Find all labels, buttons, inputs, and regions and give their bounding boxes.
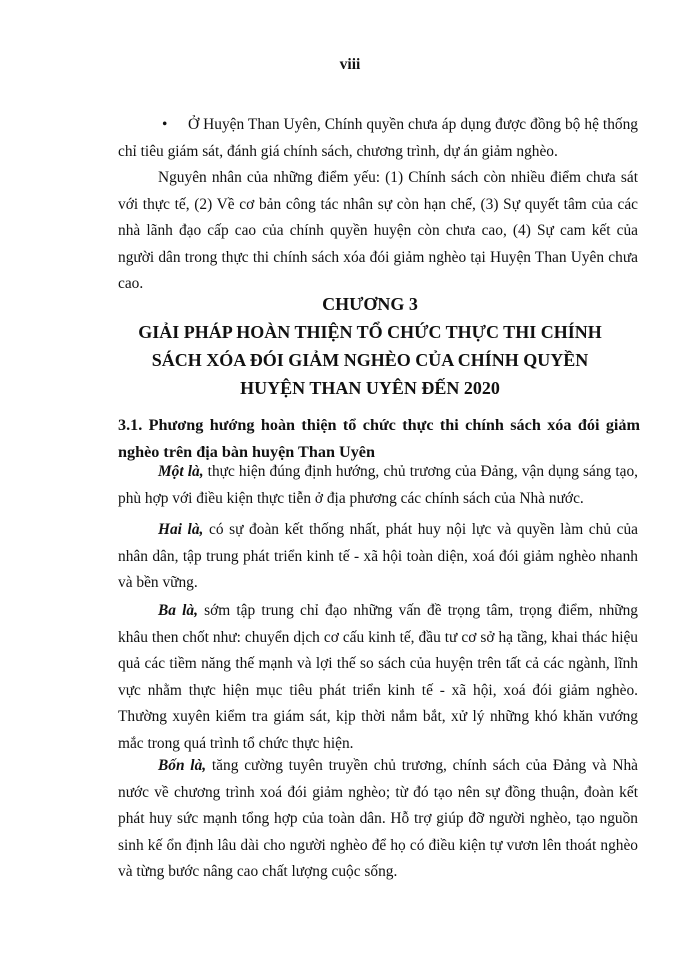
paragraph-2-text: có sự đoàn kết thống nhất, phát huy nội lực và quyền làm chủ của nhân dân, tập trung phát triển kinh tế - xã hội toàn diện, xoá đói giảm nghèo nhanh và bền vững. [118,521,638,591]
paragraph-3 [118,598,638,757]
cause-paragraph: Nguyên nhân của những điểm yếu: (1) Chính sách còn nhiều điểm chưa sát với thực tế, (2) Về cơ bản công tác nhân sự còn hạn chế, (3) Sự quyết tâm của các nhà lãnh đạo cấp cao của chính quyền huyện còn chưa cao, (4) Sự cam kết của người dân trong thực thi chính sách xóa đói giảm nghèo tại Huyện Than Uyên chưa cao. [118,169,638,292]
bullet-dot-icon: • [162,116,168,133]
paragraph-1-text: thực hiện đúng định hướng, chủ trương của Đảng, vận dụng sáng tạo, phù hợp với điều kiện thực tiễn ở địa phương các chính sách của Nhà nước. [118,463,638,507]
paragraph-1 [118,459,638,512]
chapter-title-line-3: HUYỆN THAN UYÊN ĐẾN 2020 [240,378,500,398]
bullet-text: Ở Huyện Than Uyên, Chính quyền chưa áp dụng được đồng bộ hệ thống chỉ tiêu giám sát, đánh giá chính sách, chương trình, dự án giảm nghèo. [118,116,638,160]
chapter-number: CHƯƠNG 3 [322,294,418,314]
chapter-title-line-2: SÁCH XÓA ĐÓI GIẢM NGHÈO CỦA CHÍNH QUYỀN [151,350,589,370]
paragraph-2 [118,517,638,597]
chapter-title-line-1: GIẢI PHÁP HOÀN THIỆN TỔ CHỨC THỰC THI CHÍNH [138,322,602,342]
paragraph-4 [118,753,638,886]
page-number: viii [339,56,361,73]
paragraph-3-lead: Ba là, [158,602,198,619]
paragraph-3-text: sớm tập trung chỉ đạo những vấn đề trọng tâm, trọng điểm, những khâu then chốt như: chuyển dịch cơ cấu kinh tế, đầu tư cơ sở hạ tầng, khai thác hiệu quả các tiềm năng thế mạnh và lợi thế so sách của huyện trên tất cả các ngành, lĩnh vực nhằm thực hiện mục tiêu phát triển kinh tế - xã hội, xoá đói giảm nghèo. Thường xuyên kiểm tra giám sát, kịp thời nắm bắt, xử lý những khó khăn vướng mắc trong quá trình tổ chức thực hiện. [118,602,638,752]
paragraph-2-lead: Hai là, [158,521,204,538]
paragraph-1-lead: Một là, [158,463,204,480]
paragraph-4-text: tăng cường tuyên truyền chủ trương, chính sách của Đảng và Nhà nước về chương trình xoá đói giảm nghèo; từ đó tạo nên sự đồng thuận, đoàn kết phát huy sức mạnh tổng hợp của toàn dân. Hỗ trợ giúp đỡ người nghèo, tạo nguồn sinh kế ổn định lâu dài cho người nghèo để họ có điều kiện tự vươn lên thoát nghèo và từng bước nâng cao chất lượng cuộc sống. [118,757,638,880]
paragraph-4-lead: Bốn là, [158,757,207,774]
section-heading: 3.1. Phương hướng hoàn thiện tổ chức thực thi chính sách xóa đói giảm nghèo trên địa bàn huyện Than Uyên [118,416,640,461]
bullet-paragraph [118,112,638,165]
